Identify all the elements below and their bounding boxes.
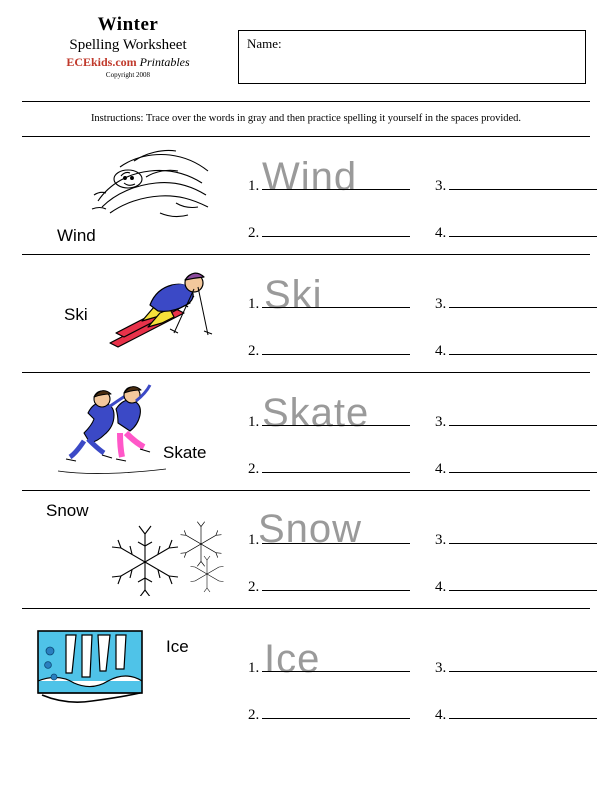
blank-3[interactable] [435,657,597,677]
worksheet-row-ice [22,609,590,726]
blank-number: 1. [248,296,260,312]
brand-line [28,55,228,70]
blank-line[interactable] [449,529,597,544]
blank-number: 2. [248,461,260,477]
blank-1[interactable] [248,529,410,549]
instructions-text: Instructions: Trace over the words in gray and then practice spelling it yourself in the spaces provided. [90,113,522,124]
blank-number: 1. [248,660,260,676]
blank-1[interactable] [248,175,410,195]
blank-2[interactable] [248,576,410,596]
blank-line[interactable] [262,458,410,473]
blank-2[interactable] [248,222,410,242]
blank-number: 2. [248,225,260,241]
row-word-label: Ski [64,305,88,324]
row-word-label: Snow [46,501,89,520]
ice-block-illustration [32,625,150,713]
blank-line[interactable] [262,657,410,672]
row-illustration-area [22,491,222,608]
blank-number: 3. [435,414,447,430]
page-subtitle: Spelling Worksheet [69,37,187,53]
blank-3[interactable] [435,175,597,195]
row-word-label: Wind [57,226,96,245]
blank-number: 3. [435,532,447,548]
blank-line[interactable] [449,222,597,237]
blank-2[interactable] [248,340,410,360]
worksheet-header [0,14,612,94]
blank-3[interactable] [435,293,597,313]
blank-number: 1. [248,532,260,548]
blank-line[interactable] [449,657,597,672]
blank-line[interactable] [262,293,410,308]
blank-1[interactable] [248,411,410,431]
wind-blowing-illustration [90,143,215,223]
brand-block [28,14,228,80]
worksheet-row-snow [22,491,590,609]
blank-number: 3. [435,660,447,676]
blank-line[interactable] [262,704,410,719]
skier-illustration [102,263,222,353]
row-illustration-area [22,609,222,726]
blank-4[interactable] [435,458,597,478]
blank-number: 3. [435,178,447,194]
name-label: Name: [247,36,282,51]
blank-number: 3. [435,296,447,312]
brand-suffix: Printables [136,55,190,69]
blank-line[interactable] [262,222,410,237]
blank-4[interactable] [435,222,597,242]
blank-4[interactable] [435,704,597,724]
blank-line[interactable] [262,340,410,355]
blank-line[interactable] [449,293,597,308]
blank-number: 2. [248,343,260,359]
worksheet-row-ski [22,255,590,373]
blank-line[interactable] [449,340,597,355]
row-word-label: Skate [163,443,207,462]
blank-number: 4. [435,343,447,359]
blank-3[interactable] [435,411,597,431]
name-field-box[interactable] [238,30,586,84]
page-title: Winter [97,14,159,35]
brand-name: ECEkids.com [66,55,137,69]
copyright-text: Copyright 2008 [105,71,151,79]
snowflakes-illustration [107,516,237,596]
blank-line[interactable] [449,458,597,473]
blank-2[interactable] [248,704,410,724]
trace-word-ski: Ski [264,273,323,317]
worksheet-row-wind [22,137,590,255]
blank-number: 4. [435,707,447,723]
trace-word-ice: Ice [264,637,321,681]
row-word-label: Ice [166,637,189,656]
blank-line[interactable] [262,175,410,190]
trace-word-snow: Snow [258,507,363,551]
worksheet-row-skate [22,373,590,491]
blank-4[interactable] [435,340,597,360]
row-illustration-area [22,137,222,254]
blank-line[interactable] [262,411,410,426]
blank-number: 2. [248,707,260,723]
divider-top [22,101,590,102]
blank-number: 4. [435,461,447,477]
blank-number: 4. [435,225,447,241]
row-illustration-area [22,373,222,490]
blank-number: 4. [435,579,447,595]
blank-line[interactable] [449,411,597,426]
blank-1[interactable] [248,293,410,313]
blank-4[interactable] [435,576,597,596]
blank-line[interactable] [262,576,410,591]
blank-line[interactable] [449,704,597,719]
blank-line[interactable] [262,529,410,544]
blank-3[interactable] [435,529,597,549]
row-illustration-area [22,255,222,372]
trace-word-skate: Skate [262,391,370,435]
blank-line[interactable] [449,576,597,591]
blank-number: 2. [248,579,260,595]
blank-1[interactable] [248,657,410,677]
blank-2[interactable] [248,458,410,478]
blank-number: 1. [248,414,260,430]
ice-skaters-illustration [54,379,174,479]
trace-word-wind: Wind [262,155,358,199]
blank-line[interactable] [449,175,597,190]
blank-number: 1. [248,178,260,194]
